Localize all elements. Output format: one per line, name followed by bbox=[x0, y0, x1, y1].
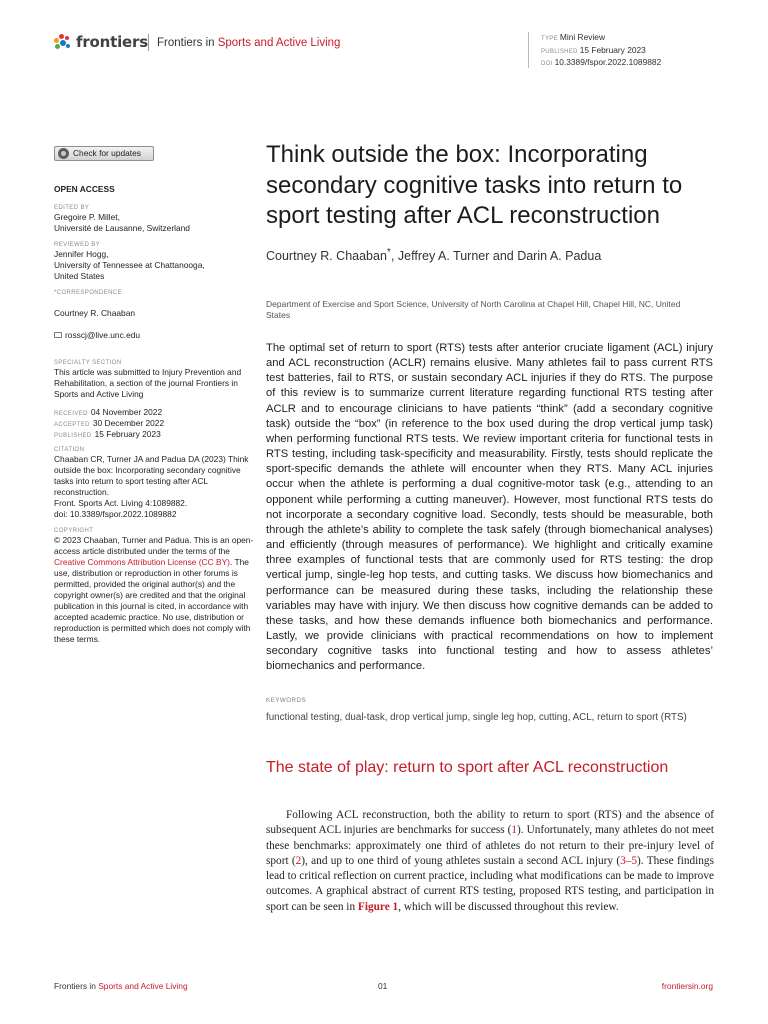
body-text-4: ). These findings lead to critical reflection on current practice, including what modifications can be made to improve outcomes. A graphical abstract of current RTS testing, proposed RTS testing, and participation in sport can be seen in bbox=[266, 854, 714, 913]
article-sidebar bbox=[54, 183, 254, 652]
published-value: 15 February 2023 bbox=[94, 429, 161, 439]
type-value: Mini Review bbox=[559, 32, 606, 42]
article-meta bbox=[528, 32, 661, 68]
footer-site-link[interactable]: frontiersin.org bbox=[661, 981, 713, 991]
footer-journal-prefix: Frontiers in bbox=[54, 981, 99, 991]
published-date bbox=[54, 429, 254, 440]
received-label: RECEIVED bbox=[54, 411, 88, 417]
specialty-label: SPECIALTY SECTION bbox=[54, 360, 122, 366]
copyright-post: . The use, distribution or reproduction in other forums is permitted, provided the original author(s) and the copyright owner(s) are credited and that the original publication in this journal is cited, in accordance with accepted academic practice. No use, distribution or reproduction is permitted which does not comply with these terms. bbox=[54, 557, 251, 644]
copyright-label: COPYRIGHT bbox=[54, 528, 94, 534]
correspondence-email[interactable] bbox=[54, 330, 254, 341]
edited-by: Gregoire P. Millet, Université de Lausanne, Switzerland bbox=[54, 212, 190, 233]
body-text-1: Following ACL reconstruction, both the ability to return to sport (RTS) and the absence of subsequent ACL injuries are benchmarks for success ( bbox=[266, 809, 714, 837]
received-value: 04 November 2022 bbox=[90, 407, 163, 417]
copyright-pre: © 2023 Chaaban, Turner and Padua. This is an open-access article distributed under the terms of the bbox=[54, 535, 254, 556]
page-number: 01 bbox=[378, 981, 388, 991]
check-updates-label: Check for updates bbox=[73, 148, 141, 158]
journal-prefix: Frontiers in bbox=[157, 37, 218, 49]
check-updates-button[interactable] bbox=[54, 146, 154, 161]
accepted-date bbox=[54, 418, 254, 429]
affiliation: Department of Exercise and Sport Science, University of North Carolina at Chapel Hill, Chapel Hill, NC, United bbox=[266, 299, 681, 309]
crossmark-icon bbox=[58, 148, 69, 159]
published-value: 15 February 2023 bbox=[579, 44, 646, 55]
received-date bbox=[54, 407, 254, 418]
reviewed-by: Jennifer Hogg, University of Tennessee at Chattanooga, United States bbox=[54, 249, 205, 281]
figure-1-link[interactable]: Figure 1 bbox=[357, 900, 399, 913]
correspondence bbox=[54, 297, 254, 352]
body-paragraph bbox=[266, 808, 714, 915]
reference-link-3-5[interactable]: 3–5 bbox=[620, 854, 638, 867]
article-type bbox=[541, 32, 661, 45]
reference-link-1[interactable]: 1 bbox=[511, 824, 518, 837]
article-title: Think outside the box: Incorporating secondary cognitive tasks into return to sport testing after ACL reconstruction bbox=[266, 141, 683, 229]
reference-link-2[interactable]: 2 bbox=[295, 854, 302, 867]
footer-journal[interactable] bbox=[54, 981, 188, 991]
keywords-label: KEYWORDS bbox=[266, 697, 307, 704]
published-label: PUBLISHED bbox=[541, 48, 578, 55]
author-chaaban[interactable]: Courtney R. Chaaban bbox=[266, 249, 387, 264]
keywords: functional testing, dual-task, drop vertical jump, single leg hop, cutting, ACL, return to sport (RTS) bbox=[266, 712, 687, 723]
frontiers-logo-icon bbox=[54, 33, 72, 51]
footer-journal-name: Sports and Active Living bbox=[98, 981, 188, 991]
doi bbox=[541, 57, 661, 70]
author-list bbox=[266, 247, 601, 263]
publish-date bbox=[541, 45, 661, 58]
cc-by-license-link[interactable]: Creative Commons Attribution License (CC BY) bbox=[54, 557, 230, 567]
doi-label: DOI bbox=[541, 61, 553, 67]
copyright bbox=[54, 535, 254, 645]
abstract: The optimal set of return to sport (RTS) tests after anterior cruciate ligament (ACL) injury and ACL reconstruction (ACLR) remains elusive. Many athletes fail to pass current RTS test batteries, fail to RTS, or sustain secondary ACL injuries if they do RTS. The purpose of this review is to summarize current literature regarding functional RTS testing after ACLR and to encourage clinicians to have patients “think” (add a secondary cognitive task) outside the “box” (in reference to the box used during the drop vertical jump task) when performing functional RTS tests. We review important criteria for functional tests in RTS testing, including task-specificity and measurability. Firstly, tests should replicate the sport-specific demands the athlete will encounter when they RTS. Many ACL injuries occur when the athlete is performing a dual cognitive-motor task (e.g., attending to an opponent while performing a cutting maneuver). However, most functional RTS tests do not incorporate a secondary cognitive load. Secondly, tests should be measurable, both through the athlete’s ability to complete the task safely (through biomechanical analyses) and efficiently (through measures of performance). We highlight and critically examine three examples of functional tests that are commonly used for RTS testing: the drop vertical jump, single-leg hop tests, and cutting tasks. We discuss how biomechanics and performance can be measured during these tasks, including the relationship these variables may have with injury. We then discuss how cognitive demands can be added to these tasks, and how these demands influence both biomechanics and performance. Lastly, we provide clinicians with practical recommendations on how to implement secondary cognitive tasks into functional testing and how to assess athletes’ biomechanics and performance. bbox=[266, 342, 713, 673]
journal-title[interactable] bbox=[157, 37, 340, 49]
body-text-2: ). Unfortunately, many athletes do not meet these benchmarks: approximately one third of athletes do not return to their pre-injury level of sport ( bbox=[266, 824, 715, 867]
other-authors[interactable]: , Jeffrey A. Turner and Darin A. Padua bbox=[390, 249, 602, 264]
body-text-3: ), and up to one third of young athletes sustain a second ACL injury ( bbox=[301, 854, 621, 867]
accepted-label: ACCEPTED bbox=[54, 422, 90, 428]
doi-value[interactable]: 10.3389/fspor.2022.1089882 bbox=[554, 57, 662, 67]
affiliation-country: States bbox=[266, 310, 291, 320]
open-access-label: OPEN ACCESS bbox=[54, 184, 115, 194]
edited-by-label: EDITED BY bbox=[54, 205, 90, 211]
email-text: rosscj@live.unc.edu bbox=[65, 330, 141, 340]
correspondence-label: *CORRESPONDENCE bbox=[54, 290, 123, 296]
article-dates bbox=[54, 407, 254, 440]
published-label: PUBLISHED bbox=[54, 433, 92, 439]
header-divider bbox=[148, 34, 149, 51]
citation-label: CITATION bbox=[54, 447, 85, 453]
envelope-icon bbox=[54, 332, 62, 338]
brand-name: frontiers bbox=[76, 33, 148, 51]
accepted-value: 30 December 2022 bbox=[92, 418, 165, 428]
correspondence-name: Courtney R. Chaaban bbox=[54, 308, 136, 318]
section-heading: The state of play: return to sport after ACL reconstruction bbox=[266, 759, 669, 776]
specialty-section: This article was submitted to Injury Prevention and Rehabilitation, a section of the journal Frontiers in Sports and Active Living bbox=[54, 367, 242, 399]
frontiers-logo[interactable] bbox=[54, 33, 148, 51]
reviewed-by-label: REVIEWED BY bbox=[54, 242, 101, 248]
citation: Chaaban CR, Turner JA and Padua DA (2023) Think outside the box: Incorporating secondary cognitive tasks into return to sport testing after ACL reconstruction. Front. Sports Act. Living 4:1089882. doi: 10.3389/fspor.2022.1089882 bbox=[54, 454, 249, 519]
corresponding-mark: * bbox=[386, 247, 391, 258]
body-text-5: , which will be discussed throughout this review. bbox=[398, 900, 619, 913]
type-label: TYPE bbox=[541, 36, 558, 42]
journal-name: Sports and Active Living bbox=[217, 37, 341, 49]
